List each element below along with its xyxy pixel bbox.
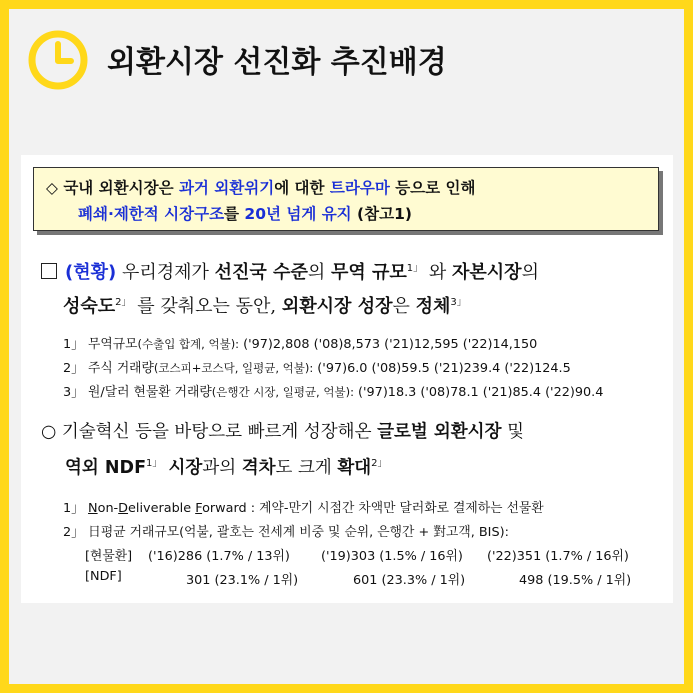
footnote-text: eliverable (128, 501, 196, 516)
footnote-3 (63, 381, 603, 400)
status-emphasis: 성숙도 (63, 296, 116, 317)
tech-emphasis: 역외 NDF (65, 458, 147, 478)
status-paragraph (41, 254, 671, 322)
footnote-number: 1」 (63, 337, 84, 352)
footnote-acronym-letter: D (118, 501, 129, 516)
footnote-label: 원/달러 현물환 거래량 (88, 385, 212, 400)
volume-cell: 301 (23.1% / 1위) (186, 573, 299, 588)
status-text: 의 (307, 262, 331, 283)
volume-cell: 601 (23.3% / 1위) (353, 573, 466, 588)
summary-highlight: 폐쇄·제한적 시장구조 (78, 205, 225, 223)
tech-emphasis: 글로벌 외환시장 (377, 422, 502, 442)
status-emphasis: 자본시장 (452, 262, 522, 283)
status-text: 를 갖춰오는 동안, (131, 296, 282, 317)
summary-text: 를 (224, 205, 245, 223)
summary-text: (참고1) (351, 205, 412, 223)
summary-highlight: 20년 넘게 유지 (244, 205, 352, 223)
summary-box (33, 167, 659, 231)
status-emphasis: 무역 규모 (330, 262, 407, 283)
document-page (21, 155, 673, 603)
status-label: (현황) (65, 262, 117, 283)
volume-cell: ('19)303 (1.5% / 16위) (321, 549, 463, 564)
tech-emphasis: 시장 (162, 458, 203, 478)
slide-panel (9, 9, 684, 684)
footnote-detail: (은행간 시장, 일평균, 억불): (211, 385, 354, 399)
status-text: 와 (423, 262, 453, 283)
volume-row-ndf (85, 569, 122, 584)
footnote-marker: 2」 (371, 458, 388, 469)
footnote-text: 日평균 거래규모(억불, 괄호는 전세계 비중 및 순위, 은행간 + 對고객, BIS): (88, 525, 509, 540)
footnote-marker: 2」 (115, 297, 132, 308)
footnote-acronym-letter: N (88, 501, 98, 516)
footnote-text: : 계약-만기 시점간 차액만 달러화로 결제하는 선물환 (246, 501, 544, 516)
tech-line-1 (41, 417, 671, 448)
circle-bullet-icon: ○ (41, 422, 57, 442)
footnote-marker: 1」 (406, 263, 424, 274)
page-title: 외환시장 선진화 추진배경 (107, 45, 447, 80)
checkbox-square-icon (41, 263, 57, 279)
header (9, 9, 684, 129)
footnote-values: ('97)2,808 ('08)8,573 ('21)12,595 ('22)14,150 (239, 337, 538, 352)
tech-emphasis: 격차 (241, 458, 276, 478)
footnote-marker: 3」 (450, 297, 467, 308)
footnote-volume (63, 521, 509, 540)
summary-highlight: 과거 외환위기 (178, 179, 275, 197)
tech-text: 과의 (202, 458, 242, 478)
footnote-acronym-letter: F (195, 501, 203, 516)
status-emphasis: 선진국 수준 (214, 262, 308, 283)
summary-text: 국내 외환시장은 (63, 179, 179, 197)
footnote-number: 2」 (63, 361, 84, 376)
status-line-2 (41, 288, 671, 322)
summary-line-1 (46, 176, 475, 198)
diamond-bullet-icon: ◇ (46, 179, 58, 197)
summary-line-2 (78, 202, 412, 224)
status-text: 우리경제가 (116, 262, 215, 283)
footnote-detail: (수출입 합계, 억불): (137, 337, 240, 351)
footnote-values: ('97)6.0 ('08)59.5 ('21)239.4 ('22)124.5 (313, 361, 571, 376)
status-emphasis: 정체 (415, 296, 451, 317)
footnote-label: 무역규모 (88, 337, 138, 352)
tech-paragraph (41, 417, 671, 484)
summary-text: 등으로 인해 (389, 179, 476, 197)
footnote-text: on- (97, 501, 119, 516)
footnote-ndf (63, 497, 544, 516)
status-text: 의 (521, 262, 539, 283)
volume-row-spot (85, 545, 132, 564)
volume-row-label: [NDF] (85, 569, 122, 584)
footnote-detail: (코스피+코스닥, 일평균, 억불): (153, 361, 314, 375)
footnote-number: 1」 (63, 501, 84, 516)
footnote-values: ('97)18.3 ('08)78.1 ('21)85.4 ('22)90.4 (353, 385, 604, 400)
footnote-text: orward (202, 501, 247, 516)
tech-text: 및 (501, 422, 524, 442)
tech-text: 기술혁신 등을 바탕으로 빠르게 성장해온 (61, 422, 378, 442)
summary-highlight: 트라우마 (329, 179, 390, 197)
status-text: 은 (392, 296, 416, 317)
status-line-1 (41, 254, 671, 288)
tech-emphasis: 확대 (337, 458, 372, 478)
volume-cell: 498 (19.5% / 1위) (519, 573, 632, 588)
footnote-number: 3」 (63, 385, 84, 400)
volume-row-label: [현물환] (85, 549, 133, 564)
tech-text: 도 크게 (275, 458, 338, 478)
clock-icon (27, 29, 89, 91)
footnote-marker: 1」 (146, 458, 163, 469)
summary-text: 에 대한 (274, 179, 330, 197)
tech-line-2 (41, 448, 671, 484)
volume-cell: ('22)351 (1.7% / 16위) (487, 549, 629, 564)
status-emphasis: 외환시장 성장 (281, 296, 393, 317)
footnote-number: 2」 (63, 525, 84, 540)
footnote-2 (63, 357, 571, 376)
volume-cell: ('16)286 (1.7% / 13위) (148, 549, 290, 564)
footnote-1 (63, 333, 537, 352)
footnote-label: 주식 거래량 (88, 361, 154, 376)
